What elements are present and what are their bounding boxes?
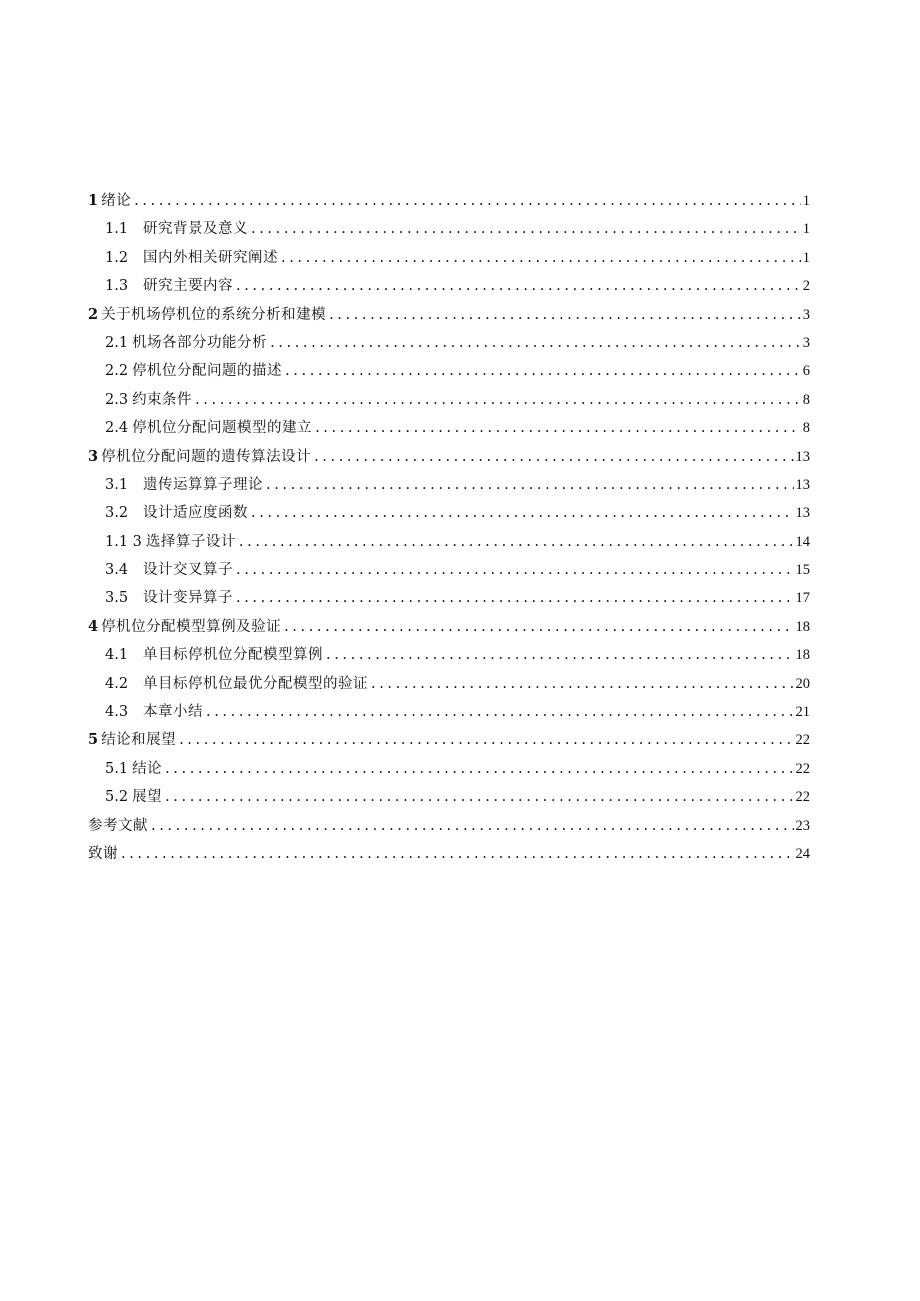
toc-entry-page-number: 3 — [802, 334, 810, 351]
toc-entry[interactable] — [88, 499, 810, 527]
toc-dot-leader — [236, 556, 794, 584]
toc-dot-leader — [251, 215, 801, 243]
toc-dot-leader — [326, 641, 794, 669]
toc-entry-title: 停机位分配问题的遗传算法设计 — [101, 448, 312, 465]
toc-entry[interactable] — [88, 301, 810, 329]
toc-dot-leader — [236, 272, 801, 300]
toc-entry-number: 4.1 — [105, 647, 129, 664]
toc-entry[interactable] — [88, 471, 810, 499]
toc-entry-page-number: 13 — [795, 476, 810, 493]
toc-entry-page-number: 20 — [795, 675, 810, 692]
toc-dot-leader — [165, 783, 793, 811]
toc-dot-leader — [266, 471, 794, 499]
toc-entry[interactable] — [88, 215, 810, 243]
toc-entry-title: 本章小结 — [143, 704, 203, 721]
toc-entry[interactable] — [88, 670, 810, 698]
toc-entry-title: 约束条件 — [132, 391, 193, 408]
toc-entry-page-number: 14 — [795, 533, 810, 550]
toc-entry[interactable] — [88, 528, 810, 556]
toc-entry-title: 机场各部分功能分析 — [132, 334, 268, 351]
toc-entry-number: 3.1 — [105, 476, 129, 493]
toc-entry-page-number: 8 — [802, 391, 810, 408]
toc-dot-leader — [329, 301, 801, 329]
toc-entry-number: 2.1 — [105, 334, 129, 351]
toc-entry-number: 5 — [88, 731, 99, 749]
toc-entry[interactable] — [88, 386, 810, 414]
toc-entry[interactable] — [88, 726, 810, 754]
toc-dot-leader — [285, 357, 801, 385]
toc-entry-page-number: 3 — [802, 306, 810, 323]
toc-entry[interactable] — [88, 584, 810, 612]
toc-dot-leader — [165, 755, 793, 783]
toc-entry-number: 4.2 — [105, 675, 129, 692]
toc-dot-leader — [236, 584, 794, 612]
toc-entry-number: 5.2 — [105, 789, 129, 806]
toc-entry-title: 设计交叉算子 — [143, 562, 233, 579]
toc-dot-leader — [134, 187, 801, 215]
toc-dot-leader — [239, 528, 794, 556]
toc-dot-leader — [121, 840, 794, 868]
toc-entry-page-number: 1 — [802, 221, 810, 238]
toc-entry-page-number: 13 — [795, 505, 810, 522]
toc-entry-page-number: 18 — [795, 647, 810, 664]
toc-entry-page-number: 22 — [795, 760, 810, 777]
toc-dot-leader — [151, 812, 794, 840]
toc-dot-leader — [371, 670, 794, 698]
toc-entry[interactable] — [88, 329, 810, 357]
toc-dot-leader — [314, 443, 793, 471]
toc-entry-page-number: 22 — [795, 789, 810, 806]
toc-dot-leader — [284, 613, 793, 641]
toc-entry-title: 参考文献 — [88, 817, 148, 834]
toc-entry-number: 2.2 — [105, 363, 129, 380]
toc-entry-title: 设计变异算子 — [143, 590, 233, 607]
toc-entry[interactable] — [88, 840, 810, 868]
toc-entry[interactable] — [88, 755, 810, 783]
toc-entry-title: 关于机场停机位的系统分析和建模 — [101, 306, 327, 323]
toc-entry[interactable] — [88, 187, 810, 215]
toc-entry-number: 1 — [88, 192, 99, 209]
toc-entry-page-number: 6 — [802, 363, 810, 380]
toc-entry-number: 3.4 — [105, 562, 129, 579]
toc-entry-number: 1.3 — [105, 278, 129, 295]
toc-dot-leader — [281, 244, 801, 272]
toc-entry-page-number: 23 — [795, 817, 810, 834]
toc-entry-title: 停机位分配模型算例及验证 — [101, 618, 282, 635]
toc-entry[interactable] — [88, 443, 810, 471]
toc-entry[interactable] — [88, 244, 810, 272]
toc-entry-page-number: 1 — [802, 249, 810, 266]
toc-entry[interactable] — [88, 556, 810, 584]
toc-entry-page-number: 17 — [795, 590, 810, 607]
toc-entry-title: 遗传运算算子理论 — [143, 476, 263, 493]
toc-entry[interactable] — [88, 783, 810, 811]
toc-entry-title: 选择算子设计 — [145, 533, 236, 550]
toc-entry-number: 1.2 — [105, 249, 129, 266]
toc-entry-number: 2.3 — [105, 391, 129, 408]
toc-dot-leader — [195, 386, 801, 414]
toc-entry-number: 4 — [88, 617, 99, 635]
toc-entry-title: 停机位分配问题模型的建立 — [132, 420, 313, 437]
toc-entry-number: 3.5 — [105, 590, 129, 607]
toc-entry-title: 致谢 — [88, 845, 118, 862]
toc-dot-leader — [179, 726, 793, 754]
toc-entry-title: 结论和展望 — [101, 732, 177, 749]
table-of-contents — [88, 187, 810, 868]
toc-entry-number: 5.1 — [105, 760, 129, 777]
toc-entry-number: 2.4 — [105, 420, 129, 437]
toc-entry-title: 绪论 — [101, 193, 132, 209]
toc-entry-title: 单目标停机位最优分配模型的验证 — [143, 675, 368, 692]
toc-entry-page-number: 8 — [802, 420, 810, 437]
toc-entry-page-number: 1 — [802, 193, 810, 209]
toc-entry[interactable] — [88, 414, 810, 442]
toc-entry-page-number: 21 — [795, 704, 810, 721]
toc-entry-page-number: 15 — [795, 562, 810, 579]
toc-entry-title: 国内外相关研究阐述 — [143, 249, 278, 266]
toc-entry-page-number: 24 — [795, 845, 810, 862]
toc-dot-leader — [270, 329, 801, 357]
toc-entry[interactable] — [88, 613, 810, 641]
toc-entry-title: 设计适应度函数 — [143, 505, 248, 522]
toc-entry-page-number: 22 — [795, 732, 810, 749]
toc-entry-number: 1.1 — [105, 221, 129, 238]
toc-entry[interactable] — [88, 357, 810, 385]
toc-entry[interactable] — [88, 698, 810, 726]
toc-entry-title: 研究主要内容 — [143, 278, 233, 295]
toc-entry-number: 3 — [88, 447, 99, 465]
toc-entry-number: 4.3 — [105, 704, 129, 721]
toc-entry-number: 1.1 3 — [105, 533, 142, 550]
toc-entry-number: 2 — [88, 305, 99, 323]
toc-entry-page-number: 13 — [795, 448, 810, 465]
toc-entry-title: 展望 — [132, 789, 163, 806]
toc-entry-title: 研究背景及意义 — [143, 221, 248, 238]
toc-entry[interactable] — [88, 272, 810, 300]
toc-entry-number: 3.2 — [105, 505, 129, 522]
toc-entry[interactable] — [88, 812, 810, 840]
toc-entry[interactable] — [88, 641, 810, 669]
toc-entry-title: 单目标停机位分配模型算例 — [143, 647, 323, 664]
toc-entry-page-number: 2 — [802, 278, 810, 295]
toc-dot-leader — [206, 698, 794, 726]
toc-entry-title: 停机位分配问题的描述 — [132, 363, 283, 380]
toc-entry-title: 结论 — [132, 760, 163, 777]
toc-dot-leader — [251, 499, 794, 527]
toc-dot-leader — [315, 414, 801, 442]
toc-entry-page-number: 18 — [795, 618, 810, 635]
